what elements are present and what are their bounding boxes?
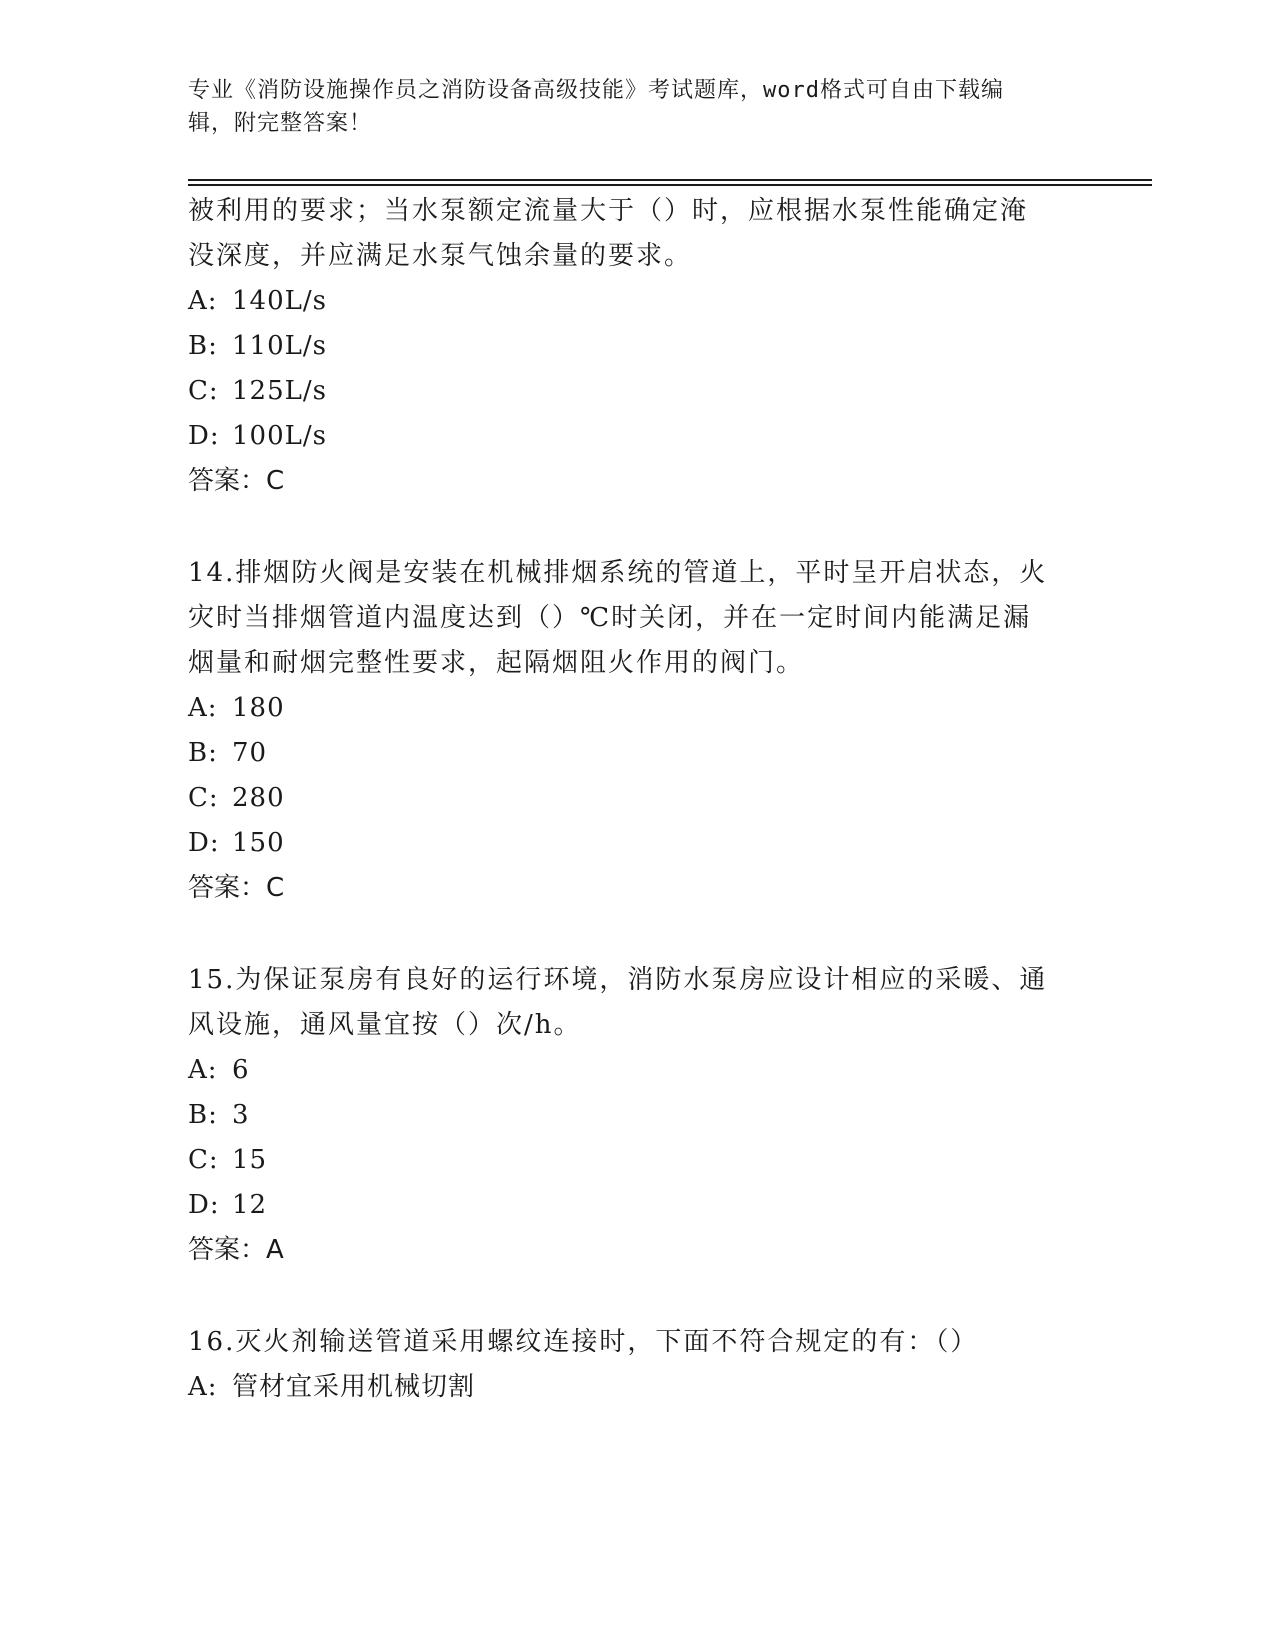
question-15-option-b <box>188 1093 1088 1138</box>
option-value: 管材宜采用机械切割 <box>232 1372 476 1402</box>
option-key: C: <box>188 1145 219 1175</box>
option-value: 6 <box>232 1055 250 1085</box>
question-13-answer: 答案：C <box>188 466 285 496</box>
spacer <box>188 1273 1088 1320</box>
option-key: B: <box>188 1100 218 1130</box>
question-13-text-line-2: 没深度，并应满足水泵气蚀余量的要求。 <box>188 241 693 271</box>
option-key: D: <box>188 421 220 451</box>
option-value: 140L/s <box>232 286 327 316</box>
question-16-option-a <box>188 1365 1088 1410</box>
question-13-option-b <box>188 324 1088 369</box>
header-divider-bottom <box>188 184 1152 186</box>
option-key: A: <box>188 1055 218 1085</box>
question-15 <box>188 958 1088 1273</box>
option-key: C: <box>188 783 219 813</box>
question-15-option-a <box>188 1048 1088 1093</box>
option-value: 125L/s <box>232 376 327 406</box>
document-header <box>188 74 1068 140</box>
option-key: B: <box>188 331 218 361</box>
question-14-option-a <box>188 686 1088 731</box>
question-14-text-line-1: 14.排烟防火阀是安装在机械排烟系统的管道上，平时呈开启状态，火 <box>188 558 1048 588</box>
question-14-option-d <box>188 821 1088 866</box>
question-14-text-line-2: 灾时当排烟管道内温度达到（）℃时关闭，并在一定时间内能满足漏 <box>188 603 1032 633</box>
option-value: 3 <box>232 1100 250 1130</box>
option-value: 100L/s <box>232 421 327 451</box>
question-15-option-d <box>188 1183 1088 1228</box>
question-15-option-c <box>188 1138 1088 1183</box>
header-divider-top <box>188 179 1152 181</box>
question-15-text-line-1: 15.为保证泵房有良好的运行环境，消防水泵房应设计相应的采暖、通 <box>188 965 1048 995</box>
option-value: 180 <box>232 693 285 723</box>
question-13-text-line-1: 被利用的要求；当水泵额定流量大于（）时，应根据水泵性能确定淹 <box>188 196 1029 226</box>
header-line-1: 专业《消防设施操作员之消防设备高级技能》考试题库，word格式可自由下载编 <box>188 78 1004 103</box>
spacer <box>188 504 1088 551</box>
option-key: A: <box>188 693 218 723</box>
option-value: 70 <box>232 738 268 768</box>
question-13-option-d <box>188 414 1088 459</box>
question-14-option-b <box>188 731 1088 776</box>
option-key: D: <box>188 1190 220 1220</box>
option-key: D: <box>188 828 220 858</box>
header-line-2: 辑，附完整答案！ <box>188 111 373 136</box>
option-key: B: <box>188 738 218 768</box>
spacer <box>188 911 1088 958</box>
question-16 <box>188 1320 1088 1410</box>
question-14-text-line-3: 烟量和耐烟完整性要求，起隔烟阻火作用的阀门。 <box>188 648 805 678</box>
question-13-option-a <box>188 279 1088 324</box>
option-key: A: <box>188 286 218 316</box>
question-16-text-line-1: 16.灭火剂输送管道采用螺纹连接时，下面不符合规定的有：（） <box>188 1327 979 1357</box>
question-14-option-c <box>188 776 1088 821</box>
question-15-text-line-2: 风设施，通风量宜按（）次/h。 <box>188 1010 582 1040</box>
option-value: 12 <box>232 1190 268 1220</box>
document-body <box>188 189 1088 1410</box>
option-key: A: <box>188 1372 218 1402</box>
question-14 <box>188 551 1088 911</box>
option-key: C: <box>188 376 219 406</box>
option-value: 110L/s <box>232 331 327 361</box>
option-value: 280 <box>232 783 285 813</box>
question-14-answer: 答案：C <box>188 873 285 903</box>
question-15-answer: 答案：A <box>188 1235 284 1265</box>
option-value: 15 <box>232 1145 268 1175</box>
question-13-option-c <box>188 369 1088 414</box>
option-value: 150 <box>232 828 285 858</box>
question-13 <box>188 189 1088 504</box>
